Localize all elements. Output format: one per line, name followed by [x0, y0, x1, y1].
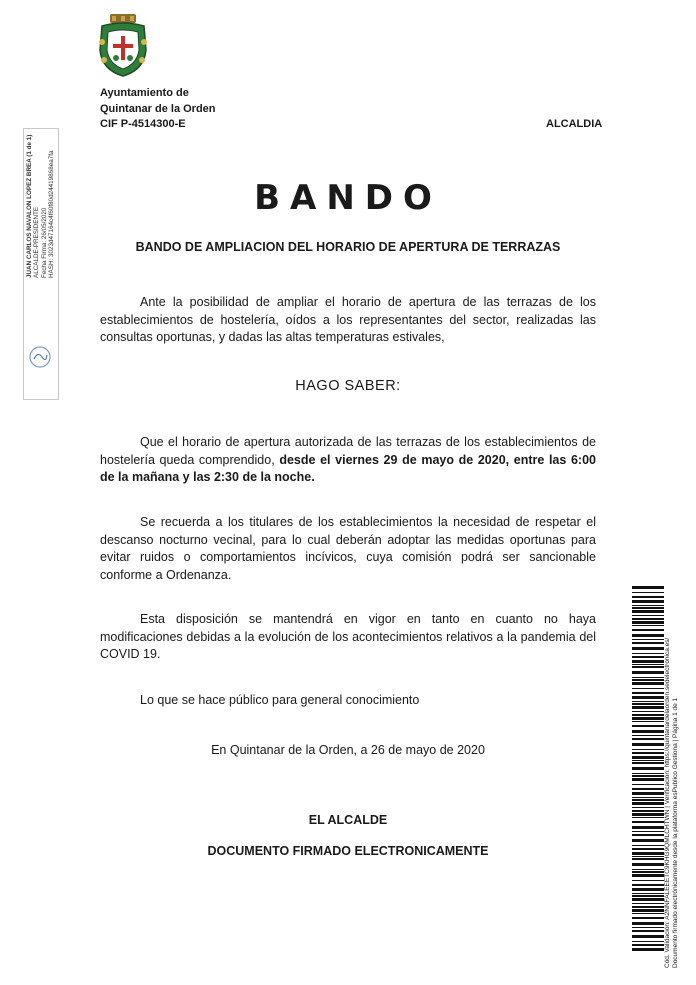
- barcode-bar: [632, 743, 664, 746]
- barcode-bar: [632, 821, 664, 823]
- barcode-bar: [632, 703, 664, 705]
- barcode-bar: [632, 909, 664, 912]
- org-cif: CIF P-4514300-E: [100, 118, 186, 130]
- barcode-bar: [632, 625, 664, 626]
- org-name-line2: Quintanar de la Orden: [100, 102, 216, 115]
- signer-title: EL ALCALDE: [308, 813, 388, 827]
- barcode-bar: [632, 807, 664, 808]
- verification-line2: Documento firmado electrónicamente desde la plataforma esPublico Gestiona | Página 1 de 1: [672, 697, 679, 968]
- signature-stamp-icon: [28, 345, 52, 369]
- barcode-bar: [632, 917, 664, 919]
- barcode-bar: [632, 656, 664, 658]
- barcode-bar: [632, 605, 664, 606]
- schedule-bold-text: desde el viernes 29 de mayo de 2020, entre las 6:00 de la mañana y las 2:30 de la noche.: [100, 452, 596, 484]
- signed-note: DOCUMENTO FIRMADO ELECTRONICAMENTE: [207, 844, 489, 858]
- validity-paragraph: [100, 611, 596, 664]
- barcode-bar: [632, 797, 664, 798]
- barcode-bar: [632, 664, 664, 665]
- barcode-bar: [632, 927, 664, 928]
- barcode-image: [632, 586, 664, 952]
- org-name-line1: Ayuntamiento de: [100, 87, 189, 99]
- public-notice-text: Lo que se hace público para general conocimiento: [140, 693, 420, 707]
- barcode-bar: [632, 629, 664, 631]
- barcode-bar: [632, 714, 664, 716]
- barcode-bar: [632, 903, 664, 904]
- barcode-bar: [632, 721, 664, 722]
- barcode-bar: [632, 725, 664, 727]
- signer-name: JUAN CARLOS NAVALON LOPEZ BREA (1 de 1): [26, 134, 33, 278]
- place-date: En Quintanar de la Orden, a 26 de mayo de 2020: [211, 743, 485, 757]
- barcode-bar: [632, 858, 664, 860]
- page-title: BANDO: [254, 178, 442, 218]
- verification-line1: Cód. Validación: A2NNFALEEETC9KHG9QMLCHTWN | Verificación: https://quintanardelaorden.sedelectronica.es/: [664, 637, 671, 968]
- barcode-bar: [632, 642, 664, 644]
- barcode-bar: [632, 845, 664, 846]
- barcode-bar: [632, 813, 664, 816]
- barcode-bar: [632, 888, 664, 891]
- coat-of-arms-logo: [94, 12, 152, 80]
- barcode-bar: [632, 615, 664, 616]
- barcode-bar: [632, 706, 664, 709]
- schedule-lead-text: Que el horario de apertura autorizada de las terrazas de los establecimientos de hostelería queda comprendido,: [100, 435, 596, 467]
- barcode-bar: [632, 792, 664, 795]
- barcode-bar: [632, 880, 664, 881]
- reminder-text: Se recuerda a los titulares de los establecimientos la necesidad de respetar el descanso nocturno vecinal, para lo cual deberán adoptar las medidas oportunas para evitar ruidos o comportamientos incívicos, cuya comisión podrá ser sancionable conforme a Ordenanza.: [100, 515, 596, 582]
- barcode-bar: [632, 788, 664, 790]
- barcode-bar: [632, 600, 664, 603]
- barcode-bar: [632, 944, 664, 946]
- barcode-bar: [632, 913, 664, 914]
- barcode-bar: [632, 810, 664, 812]
- barcode-bar: [632, 666, 664, 668]
- signer-role: ALCALDE-PRESIDENTE: [33, 206, 41, 278]
- department-label: ALCALDIA: [546, 118, 603, 130]
- validity-text: Esta disposición se mantendrá en vigor en tanto en cuanto no haya modificaciones debidas a la evolución de los acontecimientos relativos a la pandemia del COVID 19.: [100, 612, 596, 661]
- barcode-bar: [632, 592, 664, 593]
- barcode-bar: [632, 922, 664, 925]
- barcode-bar: [632, 679, 664, 681]
- barcode-bar: [632, 682, 664, 685]
- barcode-bar: [632, 930, 664, 932]
- barcode-bar: [632, 688, 664, 689]
- barcode-bar: [632, 677, 664, 678]
- barcode-bar: [632, 869, 664, 870]
- intro-text: Ante la posibilidad de ampliar el horario de apertura de las terrazas de los establecimientos de hostelería, oídos a los representantes del sector, realizadas las consultas oportunas, y dadas las altas temperaturas estivales,: [100, 295, 596, 344]
- barcode-bar: [632, 767, 664, 770]
- barcode-bar: [632, 762, 664, 764]
- barcode-bar: [632, 618, 664, 620]
- barcode-bar: [632, 647, 664, 650]
- barcode-bar: [632, 834, 664, 836]
- barcode-bar: [632, 778, 664, 781]
- barcode-bar: [632, 898, 664, 901]
- barcode-bar: [632, 895, 664, 897]
- barcode-bar: [632, 906, 664, 908]
- barcode-bar: [632, 634, 664, 637]
- barcode-bar: [632, 760, 664, 761]
- barcode-bar: [632, 893, 664, 894]
- schedule-paragraph: [100, 434, 596, 487]
- barcode-bar: [632, 735, 664, 736]
- page-subtitle: BANDO DE AMPLIACION DEL HORARIO DE APERTURA DE TERRAZAS: [135, 240, 561, 254]
- barcode-bar: [632, 799, 664, 801]
- barcode-bar: [632, 874, 664, 877]
- barcode-bar: [632, 848, 664, 850]
- barcode-bar: [632, 775, 664, 777]
- barcode-bar: [632, 935, 664, 938]
- barcode-bar: [632, 696, 664, 699]
- barcode-bar: [632, 817, 664, 818]
- barcode-bar: [632, 671, 664, 674]
- barcode-bar: [632, 941, 664, 942]
- barcode-bar: [632, 621, 664, 624]
- barcode-bar: [632, 773, 664, 774]
- barcode-bar: [632, 831, 664, 832]
- barcode-bar: [632, 717, 664, 720]
- barcode-bar: [632, 863, 664, 866]
- barcode-bar: [632, 826, 664, 829]
- barcode-bar: [632, 701, 664, 702]
- barcode-bar: [632, 692, 664, 694]
- barcode-bar: [632, 784, 664, 785]
- barcode-bar: [632, 871, 664, 873]
- section-heading: HAGO SABER:: [295, 378, 401, 394]
- barcode-bar: [632, 586, 664, 589]
- barcode-bar: [632, 639, 664, 640]
- barcode-bar: [632, 749, 664, 750]
- organization-block: [100, 86, 216, 133]
- barcode-bar: [632, 738, 664, 740]
- barcode-bar: [632, 856, 664, 857]
- signature-date: Fecha Firma: 26/05/2020: [40, 207, 48, 278]
- intro-paragraph: [100, 294, 596, 347]
- public-notice-paragraph: [100, 692, 596, 710]
- barcode-bar: [632, 802, 664, 805]
- verification-text: [664, 598, 692, 968]
- barcode-bar: [632, 596, 664, 598]
- barcode-bar: [632, 711, 664, 712]
- barcode-bar: [632, 653, 664, 654]
- barcode-bar: [632, 660, 664, 663]
- barcode-bar: [632, 839, 664, 842]
- reminder-paragraph: [100, 514, 596, 584]
- barcode-bar: [632, 756, 664, 759]
- barcode-bar: [632, 948, 664, 951]
- barcode-bar: [632, 610, 664, 613]
- barcode-bar: [632, 607, 664, 609]
- barcode-bar: [632, 730, 664, 733]
- barcode-bar: [632, 852, 664, 855]
- barcode-bar: [632, 884, 664, 886]
- barcode-bar: [632, 752, 664, 754]
- signature-hash: HASH: 3023d47164c4f60f80d24419868ea7fa: [47, 150, 55, 278]
